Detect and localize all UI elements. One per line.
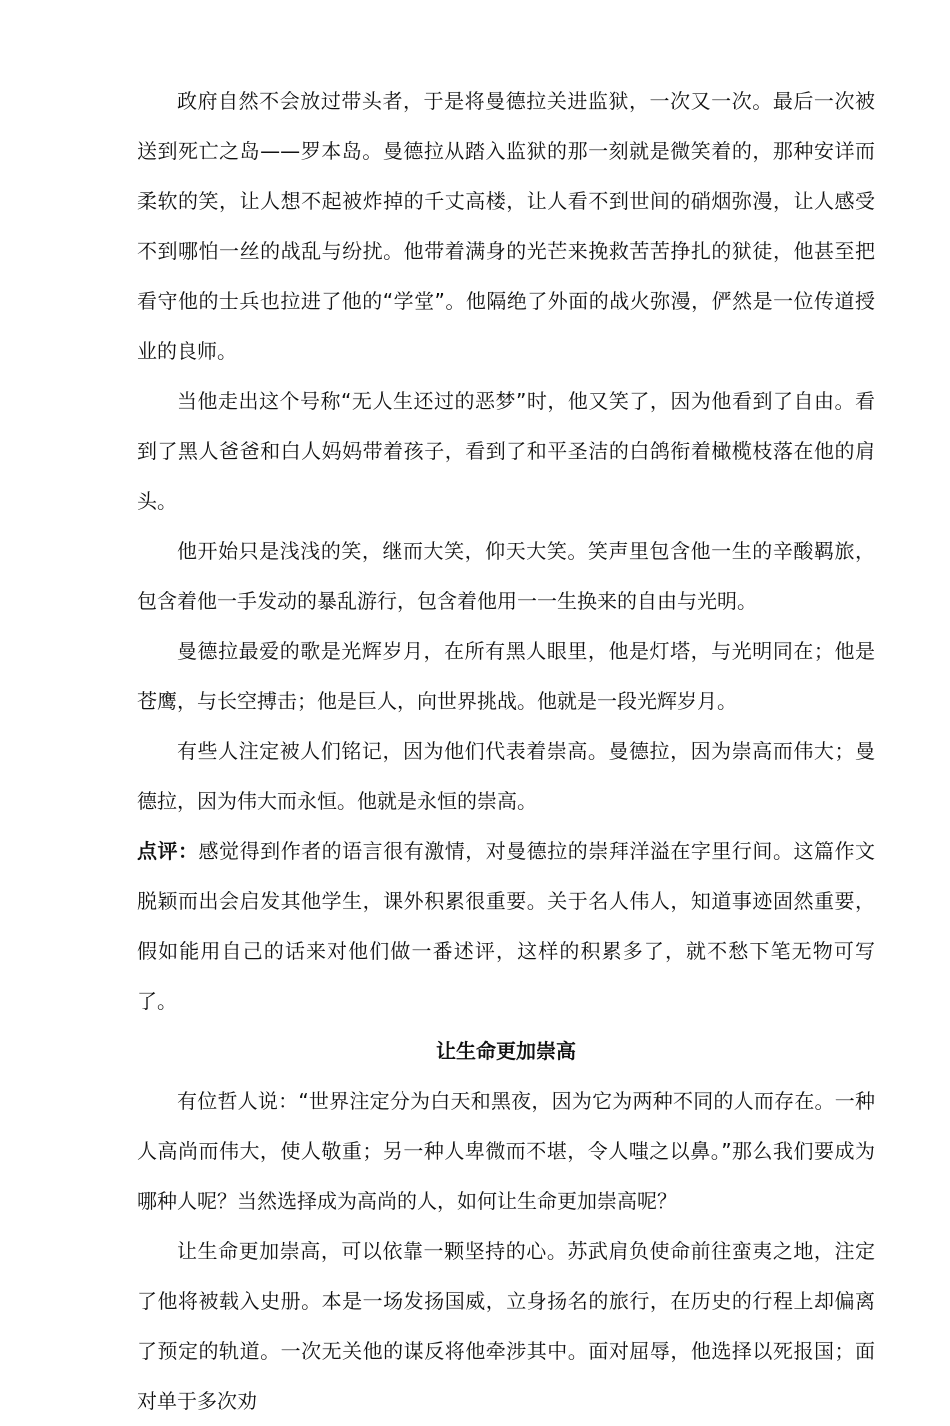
article2-paragraph-2: 让生命更加崇高，可以依靠一颗坚持的心。苏武肩负使命前往蛮夷之地，注定了他将被载入史册。本是一场发扬国威，立身扬名的旅行，在历史的行程上却偏离了预定的轨道。一次无关他的谋反将他牵涉其中。面对屈辱，他选择以死报国；面对单于多次劝 (137, 1239, 875, 1413)
article2-title: 让生命更加崇高 (436, 1039, 576, 1063)
article1-paragraph-3: 他开始只是浅浅的笑，继而大笑，仰天大笑。笑声里包含他一生的辛酸羁旅，包含着他一手发动的暴乱游行，包含着他用一一生换来的自由与光明。 (137, 539, 875, 613)
document-page (137, 76, 875, 1426)
comment-label: 点评： (137, 839, 199, 863)
article2-paragraph-1: 有位哲人说：“世界注定分为白天和黑夜，因为它为两种不同的人而存在。一种人高尚而伟大，使人敬重；另一种人卑微而不堪，令人嗤之以鼻。”那么我们要成为哪种人呢？当然选择成为高尚的人，如何让生命更加崇高呢？ (137, 1089, 875, 1213)
article1-paragraph-4: 曼德拉最爱的歌是光辉岁月，在所有黑人眼里，他是灯塔，与光明同在；他是苍鹰，与长空搏击；他是巨人，向世界挑战。他就是一段光辉岁月。 (137, 639, 875, 713)
comment-paragraph (137, 826, 875, 1026)
article1-paragraph-5: 有些人注定被人们铭记，因为他们代表着崇高。曼德拉，因为崇高而伟大；曼德拉，因为伟大而永恒。他就是永恒的崇高。 (137, 739, 875, 813)
article1-paragraph-1: 政府自然不会放过带头者，于是将曼德拉关进监狱，一次又一次。最后一次被送到死亡之岛——罗本岛。曼德拉从踏入监狱的那一刻就是微笑着的，那种安详而柔软的笑，让人想不起被炸掉的千丈高楼，让人看不到世间的硝烟弥漫，让人感受不到哪怕一丝的战乱与纷扰。他带着满身的光芒来挽救苦苦挣扎的狱徒，他甚至把看守他的士兵也拉进了他的“学堂”。他隔绝了外面的战火弥漫，俨然是一位传道授业的良师。 (137, 89, 875, 363)
article1-paragraph-2: 当他走出这个号称“无人生还过的恶梦”时，他又笑了，因为他看到了自由。看到了黑人爸爸和白人妈妈带着孩子，看到了和平圣洁的白鸽衔着橄榄枝落在他的肩头。 (137, 389, 875, 513)
comment-text: 感觉得到作者的语言很有激情，对曼德拉的崇拜洋溢在字里行间。这篇作文脱颖而出会启发其他学生，课外积累很重要。关于名人伟人，知道事迹固然重要，假如能用自己的话来对他们做一番述评，这样的积累多了，就不愁下笔无物可写了。 (137, 839, 876, 1013)
